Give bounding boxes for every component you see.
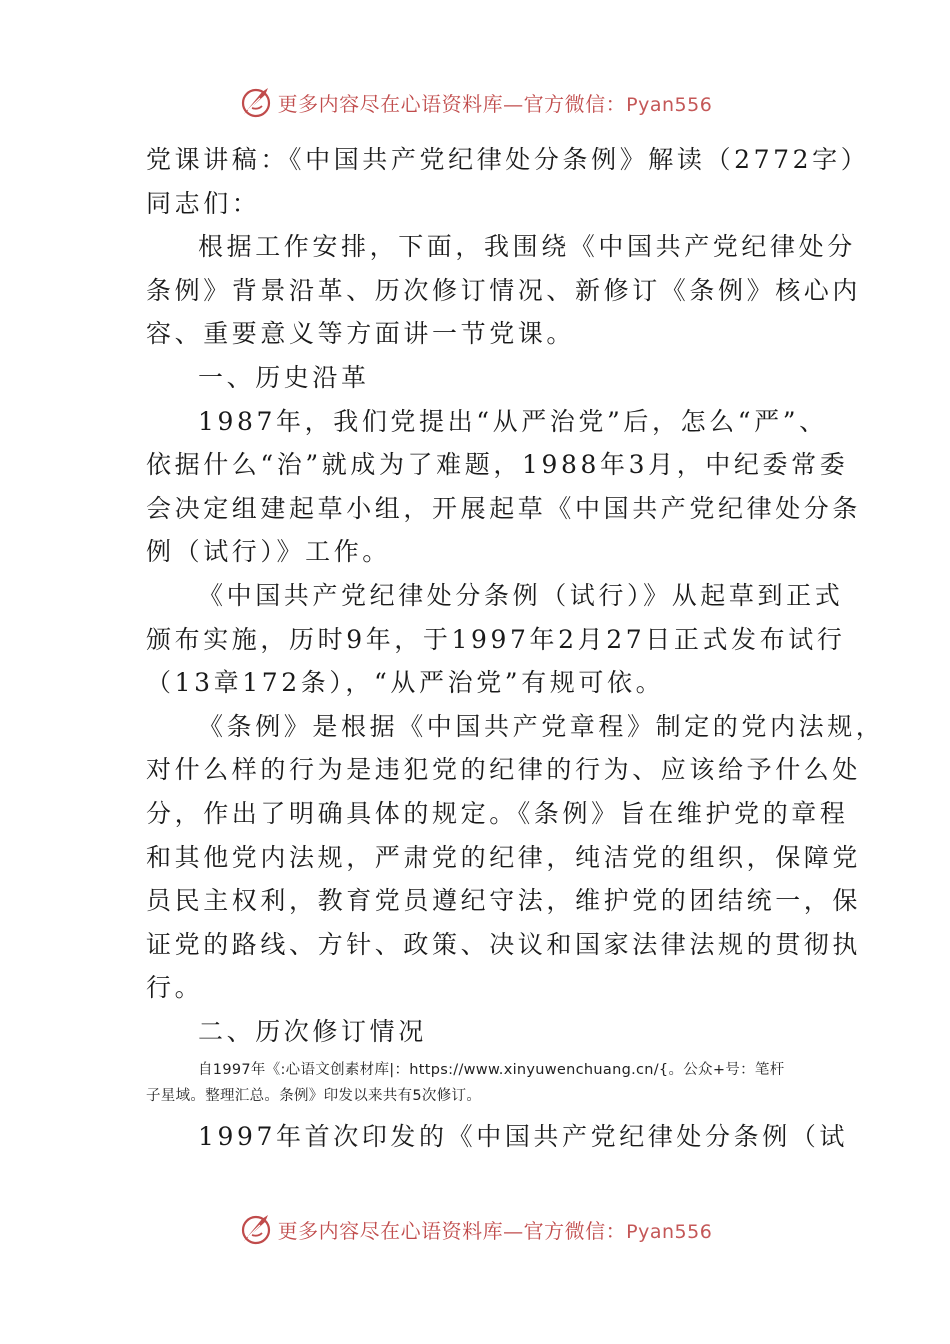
quill-logo-icon (238, 1211, 274, 1247)
paragraph-line: 1997年首次印发的《中国共产党纪律处分条例（试 (198, 1122, 849, 1152)
paragraph-line: 证党的路线、方针、政策、决议和国家法律法规的贯彻执 (146, 929, 862, 959)
paragraph-line: 《条例》是根据《中国共产党章程》制定的党内法规， (198, 711, 885, 741)
paragraph-line: 对什么样的行为是违犯党的纪律的行为、应该给予什么处 (146, 755, 862, 785)
small-text-line: 自1997年《:心语文创素材库|：https://www.xinyuwenchuang.cn/{。公众+号：笔杆 (198, 1062, 785, 1079)
section-heading: 一、历史沿革 (198, 362, 370, 392)
paragraph-line: （13章172条），“从严治党”有规可依。 (146, 668, 665, 698)
header-banner (0, 82, 950, 122)
paragraph-line: 分，作出了明确具体的规定。《条例》旨在维护党的章程 (146, 798, 849, 828)
paragraph-line: 1987年，我们党提出“从严治党”后，怎么“严”、 (198, 406, 828, 436)
paragraph-line: 和其他党内法规，严肃党的纪律，纯洁党的组织，保障党 (146, 842, 862, 872)
paragraph-line: 《中国共产党纪律处分条例（试行）》从起草到正式 (198, 580, 844, 610)
footer-banner (0, 1209, 950, 1249)
salutation: 同志们： (146, 188, 261, 218)
paragraph-line: 依据什么“治”就成为了难题，1988年3月，中纪委常委 (146, 450, 849, 480)
quill-logo-icon (238, 84, 274, 120)
paragraph-line: 根据工作安排，下面，我围绕《中国共产党纪律处分 (198, 232, 856, 262)
paragraph-line: 容、重要意义等方面讲一节党课。 (146, 319, 576, 349)
paragraph-line: 会决定组建起草小组，开展起草《中国共产党纪律处分条 (146, 493, 862, 523)
paragraph-line: 例（试行）》工作。 (146, 537, 391, 567)
small-text-line: 子星域。整理汇总。条例》印发以来共有5次修订。 (146, 1088, 482, 1105)
paragraph-line: 颁布实施，历时9年，于1997年2月27日正式发布试行 (146, 624, 846, 654)
header-banner-text: 更多内容尽在心语资料库—官方微信：Pyan556 (277, 91, 713, 116)
paragraph-line: 条例》背景沿革、历次修订情况、新修订《条例》核心内 (146, 275, 862, 305)
footer-banner-text: 更多内容尽在心语资料库—官方微信：Pyan556 (277, 1218, 713, 1243)
paragraph-line: 行。 (146, 973, 204, 1003)
document-body (146, 138, 885, 1159)
paragraph-line: 员民主权利，教育党员遵纪守法，维护党的团结统一，保 (146, 886, 862, 916)
document-title: 党课讲稿：《中国共产党纪律处分条例》解读（2772字） (146, 145, 870, 174)
section-heading: 二、历次修订情况 (198, 1016, 427, 1046)
